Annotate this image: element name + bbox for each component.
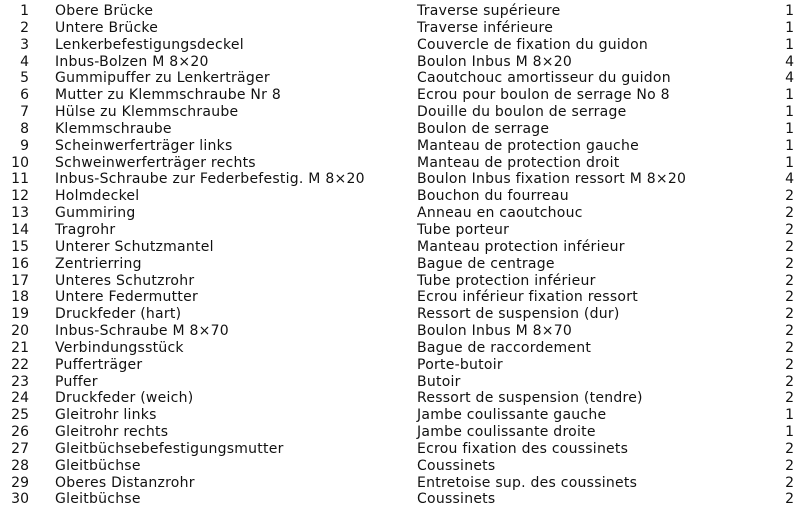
part-name-german: Inbus-Schraube zur Federbefestig. M 8×20 [55, 171, 365, 188]
part-number: 2 [20, 19, 29, 36]
table-row [0, 289, 800, 306]
table-row [0, 323, 800, 340]
table-row [0, 87, 800, 104]
table-row [0, 390, 800, 407]
part-quantity: 2 [785, 390, 794, 407]
part-quantity: 2 [785, 188, 794, 205]
part-quantity: 1 [785, 424, 794, 441]
part-name-french: Couvercle de fixation du guidon [417, 36, 649, 53]
part-number: 13 [11, 205, 29, 222]
part-name-french: Coussinets [417, 491, 496, 508]
part-number: 15 [11, 238, 29, 255]
part-quantity: 2 [785, 205, 794, 222]
part-quantity: 1 [785, 36, 794, 53]
part-name-french: Jambe coulissante droite [417, 424, 596, 441]
part-number: 25 [11, 407, 29, 424]
part-name-french: Anneau en caoutchouc [417, 205, 583, 222]
part-name-german: Gleitrohr links [55, 407, 157, 424]
part-quantity: 2 [785, 323, 794, 340]
table-row [0, 188, 800, 205]
part-number: 6 [20, 87, 29, 104]
part-name-french: Tube porteur [417, 221, 510, 238]
part-name-german: Unterer Schutzmantel [55, 238, 214, 255]
part-quantity: 4 [785, 171, 794, 188]
part-name-french: Ecrou pour boulon de serrage No 8 [417, 87, 670, 104]
table-row [0, 424, 800, 441]
part-number: 9 [20, 137, 29, 154]
part-number: 27 [11, 440, 29, 457]
part-name-french: Ressort de suspension (dur) [417, 306, 620, 323]
part-number: 23 [11, 373, 29, 390]
part-number: 28 [11, 457, 29, 474]
table-row [0, 256, 800, 273]
part-quantity: 2 [785, 238, 794, 255]
part-name-french: Tube protection inférieur [417, 272, 596, 289]
part-quantity: 2 [785, 474, 794, 491]
part-name-german: Unteres Schutzrohr [55, 272, 195, 289]
table-row [0, 374, 800, 391]
part-number: 18 [11, 289, 29, 306]
table-row [0, 205, 800, 222]
part-name-french: Manteau de protection gauche [417, 137, 639, 154]
part-quantity: 2 [785, 373, 794, 390]
part-number: 5 [20, 70, 29, 87]
part-quantity: 2 [785, 289, 794, 306]
table-row [0, 306, 800, 323]
part-name-french: Ecrou inférieur fixation ressort [417, 289, 638, 306]
part-name-french: Entretoise sup. des coussinets [417, 474, 638, 491]
part-name-french: Porte-butoir [417, 356, 503, 373]
part-number: 30 [11, 491, 29, 508]
table-row [0, 491, 800, 508]
table-row [0, 357, 800, 374]
part-name-french: Boulon Inbus fixation ressort M 8×20 [417, 171, 687, 188]
table-row [0, 273, 800, 290]
part-number: 8 [20, 120, 29, 137]
part-name-german: Lenkerbefestigungsdeckel [55, 36, 244, 53]
part-number: 10 [11, 154, 29, 171]
table-row [0, 155, 800, 172]
part-name-german: Scheinwerferträger links [55, 137, 233, 154]
part-name-french: Coussinets [417, 457, 496, 474]
part-number: 29 [11, 474, 29, 491]
part-number: 19 [11, 306, 29, 323]
part-name-german: Tragrohr [55, 221, 116, 238]
part-quantity: 2 [785, 491, 794, 508]
table-row [0, 475, 800, 492]
part-name-french: Bague de centrage [417, 255, 555, 272]
table-row [0, 121, 800, 138]
part-quantity: 2 [785, 440, 794, 457]
part-name-french: Caoutchouc amortisseur du guidon [417, 70, 671, 87]
part-name-french: Boulon Inbus M 8×70 [417, 323, 573, 340]
part-number: 3 [20, 36, 29, 53]
part-name-french: Butoir [417, 373, 461, 390]
table-row [0, 407, 800, 424]
part-name-german: Verbindungsstück [55, 339, 184, 356]
part-number: 17 [11, 272, 29, 289]
part-name-german: Untere Federmutter [55, 289, 199, 306]
part-quantity: 1 [785, 137, 794, 154]
part-name-german: Gleitrohr rechts [55, 424, 169, 441]
part-name-french: Bouchon du fourreau [417, 188, 569, 205]
table-row [0, 70, 800, 87]
part-quantity: 2 [785, 221, 794, 238]
parts-list [0, 3, 800, 508]
part-number: 22 [11, 356, 29, 373]
part-name-german: Holmdeckel [55, 188, 140, 205]
part-quantity: 1 [785, 407, 794, 424]
part-number: 11 [11, 171, 29, 188]
part-name-german: Gummiring [55, 205, 136, 222]
part-name-german: Gummipuffer zu Lenkerträger [55, 70, 270, 87]
part-number: 4 [20, 53, 29, 70]
part-name-french: Ressort de suspension (tendre) [417, 390, 643, 407]
part-name-french: Bague de raccordement [417, 339, 592, 356]
part-name-german: Inbus-Schraube M 8×70 [55, 323, 229, 340]
part-name-french: Traverse supérieure [417, 3, 561, 19]
part-number: 7 [20, 104, 29, 121]
part-name-german: Druckfeder (hart) [55, 306, 182, 323]
part-quantity: 1 [785, 87, 794, 104]
part-name-german: Mutter zu Klemmschraube Nr 8 [55, 87, 281, 104]
part-name-german: Druckfeder (weich) [55, 390, 194, 407]
table-row [0, 441, 800, 458]
part-name-german: Inbus-Bolzen M 8×20 [55, 53, 209, 70]
part-name-german: Schweinwerferträger rechts [55, 154, 256, 171]
part-quantity: 1 [785, 3, 794, 19]
part-name-german: Pufferträger [55, 356, 143, 373]
part-number: 24 [11, 390, 29, 407]
part-quantity: 1 [785, 19, 794, 36]
part-name-german: Hülse zu Klemmschraube [55, 104, 239, 121]
part-name-french: Boulon Inbus M 8×20 [417, 53, 573, 70]
part-number: 20 [11, 323, 29, 340]
part-name-german: Gleitbüchse [55, 491, 141, 508]
table-row [0, 37, 800, 54]
part-name-german: Obere Brücke [55, 3, 154, 19]
table-row [0, 458, 800, 475]
table-row [0, 138, 800, 155]
part-name-german: Oberes Distanzrohr [55, 474, 195, 491]
part-quantity: 4 [785, 53, 794, 70]
part-quantity: 1 [785, 120, 794, 137]
part-number: 16 [11, 255, 29, 272]
part-number: 12 [11, 188, 29, 205]
part-name-french: Manteau protection inférieur [417, 238, 625, 255]
part-quantity: 2 [785, 457, 794, 474]
part-name-german: Puffer [55, 373, 98, 390]
part-name-french: Ecrou fixation des coussinets [417, 440, 629, 457]
table-row [0, 239, 800, 256]
part-number: 1 [20, 3, 29, 19]
table-row [0, 171, 800, 188]
part-number: 14 [11, 221, 29, 238]
part-name-french: Traverse inférieure [417, 19, 554, 36]
part-name-german: Gleitbüchse [55, 457, 141, 474]
part-quantity: 1 [785, 104, 794, 121]
part-name-german: Klemmschraube [55, 120, 172, 137]
part-number: 21 [11, 339, 29, 356]
table-row [0, 20, 800, 37]
table-row [0, 222, 800, 239]
part-name-french: Boulon de serrage [417, 120, 550, 137]
part-quantity: 2 [785, 306, 794, 323]
part-number: 26 [11, 424, 29, 441]
part-name-french: Douille du boulon de serrage [417, 104, 627, 121]
part-name-french: Jambe coulissante gauche [417, 407, 607, 424]
part-quantity: 4 [785, 70, 794, 87]
table-row [0, 3, 800, 20]
part-quantity: 2 [785, 255, 794, 272]
table-row [0, 104, 800, 121]
part-name-french: Manteau de protection droit [417, 154, 620, 171]
part-name-german: Gleitbüchsebefestigungsmutter [55, 440, 284, 457]
part-quantity: 2 [785, 356, 794, 373]
table-row [0, 340, 800, 357]
part-quantity: 2 [785, 272, 794, 289]
part-quantity: 1 [785, 154, 794, 171]
table-row [0, 54, 800, 71]
part-name-german: Untere Brücke [55, 19, 159, 36]
part-name-german: Zentrierring [55, 255, 142, 272]
part-quantity: 2 [785, 339, 794, 356]
